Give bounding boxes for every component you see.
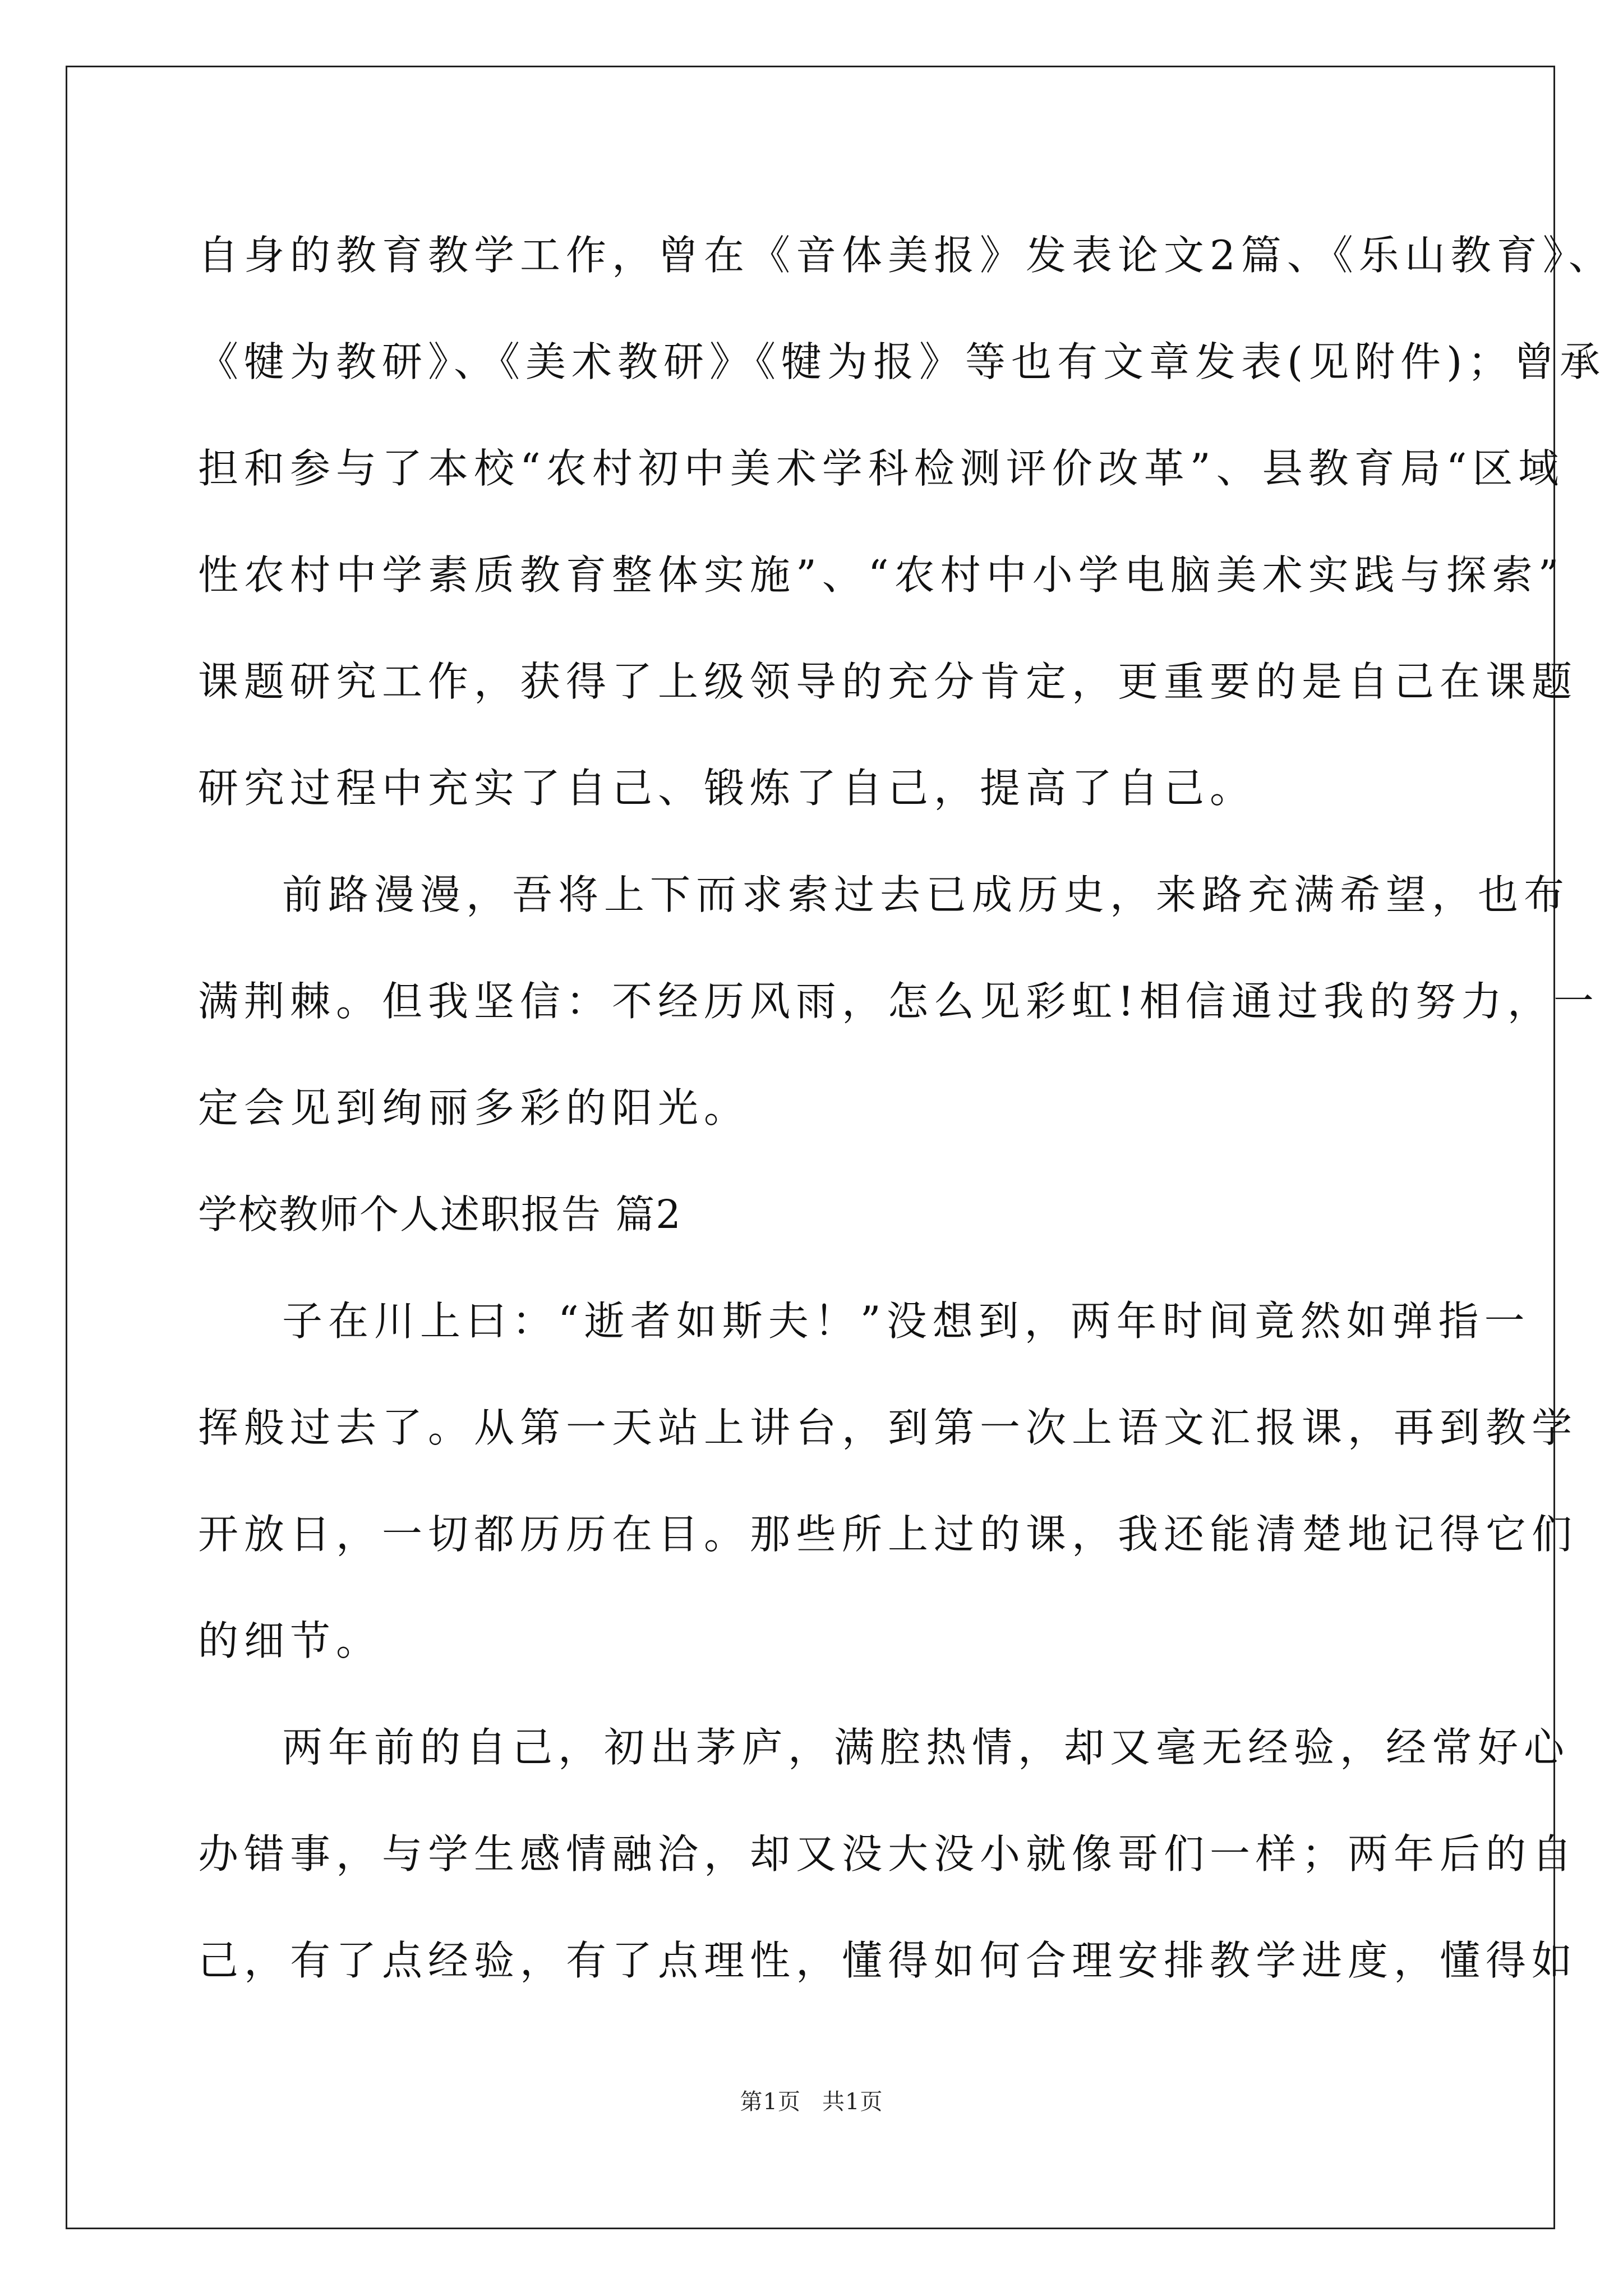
text-line: 满荆棘。但我坚信：不经历风雨，怎么见彩虹!相信通过我的努力，一: [198, 978, 1599, 1025]
text-line: 定会见到绚丽多彩的阳光。: [198, 1084, 750, 1131]
text-line: 担和参与了本校“农村初中美术学科检测评价改革”、县教育局“区域: [198, 445, 1565, 492]
text-line: 研究过程中充实了自己、锻炼了自己，提高了自己。: [198, 765, 1256, 812]
paragraph-start-line: 两年前的自己，初出茅庐，满腔热情，却又毫无经验，经常好心: [282, 1724, 1570, 1771]
section-heading: 学校教师个人述职报告 篇2: [198, 1191, 682, 1237]
page-footer: [0, 2084, 1623, 2116]
document-body: [198, 202, 1615, 2014]
text-line: 挥般过去了。从第一天站上讲台，到第一次上语文汇报课，再到教学: [198, 1404, 1578, 1451]
paragraph-start-line: 子在川上曰：“逝者如斯夫！”没想到，两年时间竟然如弹指一: [282, 1297, 1530, 1345]
text-line: 开放日，一切都历历在目。那些所上过的课，我还能清楚地记得它们: [198, 1511, 1578, 1558]
text-line: 自身的教育教学工作，曾在《音体美报》发表论文2篇、《乐山教育》、: [198, 232, 1615, 279]
text-line: 《犍为教研》、《美术教研》《犍为报》等也有文章发表(见附件)；曾承: [198, 338, 1606, 385]
text-line: 办错事，与学生感情融洽，却又没大没小就像哥们一样；两年后的自: [198, 1830, 1578, 1878]
text-line: 性农村中学素质教育整体实施”、“农村中小学电脑美术实践与探索”: [198, 551, 1565, 599]
page-total: 共1页: [822, 2089, 883, 2115]
page-number: 第1页: [740, 2089, 801, 2115]
text-line: 己，有了点经验，有了点理性，懂得如何合理安排教学进度，懂得如: [198, 1937, 1578, 1984]
paragraph-start-line: 前路漫漫，吾将上下而求索过去已成历史，来路充满希望，也布: [282, 871, 1570, 918]
text-line: 的细节。: [198, 1617, 382, 1664]
text-line: 课题研究工作，获得了上级领导的充分肯定，更重要的是自己在课题: [198, 658, 1578, 705]
